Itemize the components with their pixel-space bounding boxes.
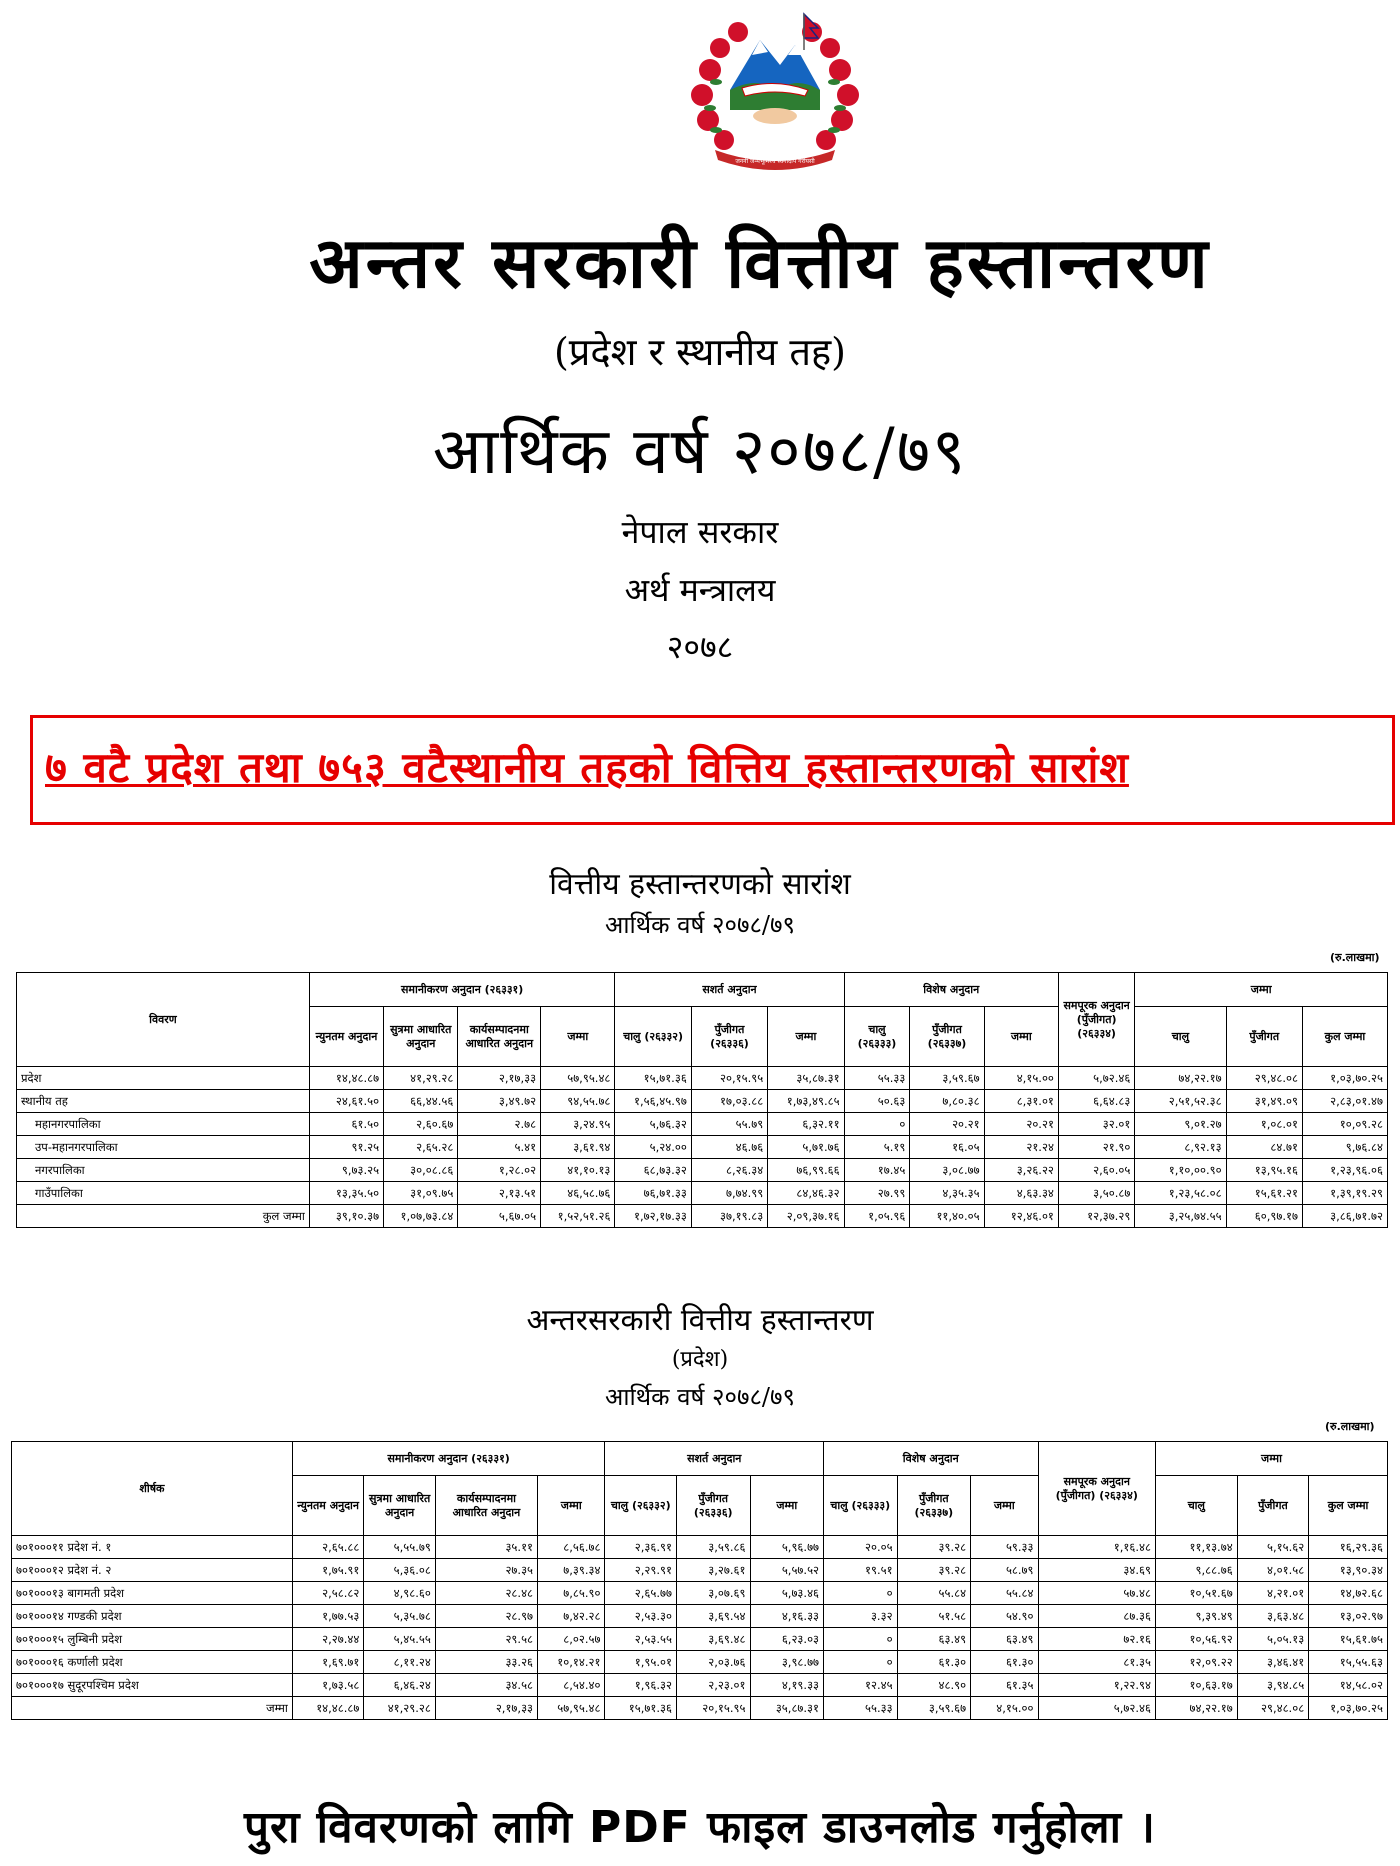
table-cell: ४,९८.६० [364,1582,436,1605]
total-cell: ५,७२.४६ [1038,1697,1155,1720]
total-cell: ३९,१०.३७ [309,1205,383,1228]
main-title: अन्तर सरकारी वित्तीय हस्तान्तरण [309,221,1211,304]
table-cell: ९,०१.२७ [1135,1113,1226,1136]
table-cell: २९.५८ [435,1628,537,1651]
table-cell: ३,९८.७७ [750,1651,824,1674]
table-cell: ३९.२८ [897,1536,971,1559]
table-cell: ६१.५० [309,1113,383,1136]
table-cell: ३.३२ [824,1605,898,1628]
table-cell: ५,७६.३२ [615,1113,691,1136]
table-cell: ९,८८.७६ [1155,1559,1237,1582]
table-cell: २१.२४ [984,1136,1058,1159]
table-cell: ४,६३.३४ [984,1182,1058,1205]
summary-banner [30,715,1395,825]
table-cell: ३,५९.६७ [910,1067,984,1090]
table-cell: ३०,०८.८६ [384,1159,458,1182]
col-description: विवरण [17,973,310,1067]
table-row [17,1182,1388,1205]
col-min-grant: न्युनतम अनुदान [309,1007,383,1067]
table-cell: ७४,२२.१७ [1135,1067,1226,1090]
table-cell: १०,५१.६७ [1155,1582,1237,1605]
row-label: गाउँपालिका [17,1182,310,1205]
col-min-grant: न्युनतम अनुदान [292,1476,364,1536]
table-cell: ५०.६३ [844,1090,910,1113]
table-cell: १३,३५.५० [309,1182,383,1205]
summary-unit-label: (रु.लाखमा) [1330,951,1380,964]
col-capital: पुँजीगत (२६३३७) [910,1007,984,1067]
table-cell: ८,५४.४० [538,1674,605,1697]
table-cell: १३,९०.३४ [1309,1559,1388,1582]
table-cell: ० [824,1651,898,1674]
table-cell: २,०३.७६ [676,1651,750,1674]
col-capital: पुँजीगत (२६३३६) [676,1476,750,1536]
table-cell: २,६०.०५ [1058,1159,1134,1182]
table-cell: ३,०७.६९ [676,1582,750,1605]
table-cell: १,६९.७१ [292,1651,364,1674]
table-cell: २८.९७ [435,1605,537,1628]
total-cell: १२,३७.२९ [1058,1205,1134,1228]
table-cell: २,३६.९१ [605,1536,677,1559]
table-cell: ७,८०.३८ [910,1090,984,1113]
row-label: ७०१०००१७ सुदूरपश्चिम प्रदेश [12,1674,293,1697]
total-cell: २०,१५.९५ [676,1697,750,1720]
col-current: चालु (२६३३३) [844,1007,910,1067]
total-label: कुल जम्मा [17,1205,310,1228]
table-cell: २०,१५.९५ [691,1067,767,1090]
table-cell: १२,०९.२२ [1155,1651,1237,1674]
table-cell: २,५८.८२ [292,1582,364,1605]
col-grand-total: कुल जम्मा [1302,1007,1387,1067]
table-cell: ८४.७१ [1226,1136,1302,1159]
table-cell: ५७,९५.४८ [541,1067,615,1090]
table-cell: ३४.६९ [1038,1559,1155,1582]
total-cell: २,०९,३७.१६ [768,1205,844,1228]
table-cell: ८७.३६ [1038,1605,1155,1628]
table-cell: ३३.२६ [435,1651,537,1674]
table-cell: १३,०२.९७ [1309,1605,1388,1628]
col-current: चालु [1155,1476,1237,1536]
table-cell: ५,४५.५५ [364,1628,436,1651]
table-cell: १,७३,४९.८५ [768,1090,844,1113]
table-cell: १७,०३.८८ [691,1090,767,1113]
table-cell: २,५१,५२.३८ [1135,1090,1226,1113]
table-row [12,1651,1388,1674]
row-label: ७०१०००१६ कर्णाली प्रदेश [12,1651,293,1674]
table-cell: ५,५५.७९ [364,1536,436,1559]
col-heading: शीर्षक [12,1442,293,1536]
table-cell: १५,७१.३६ [615,1067,691,1090]
table-cell: १,७३.५८ [292,1674,364,1697]
table-cell: ९,७६.८४ [1302,1136,1387,1159]
table-cell: ४६.७६ [691,1136,767,1159]
table-row [12,1582,1388,1605]
table-row [12,1559,1388,1582]
table-cell: १,७७.५३ [292,1605,364,1628]
col-total: जम्मा [1135,973,1388,1007]
table-cell: २८.४८ [435,1582,537,1605]
col-formula: सुत्रमा आधारित अनुदान [384,1007,458,1067]
table-cell: ८,०२.५७ [538,1628,605,1651]
table-cell: ० [824,1582,898,1605]
table-cell: १०,०९.२८ [1302,1113,1387,1136]
summary-title: वित्तीय हस्तान्तरणको सारांश [549,867,851,902]
nepal-coat-of-arms-icon [680,10,870,175]
table-cell: ० [844,1113,910,1136]
table-cell: ५.१९ [844,1136,910,1159]
table-cell: ३,५९.८६ [676,1536,750,1559]
table-row [17,1113,1388,1136]
table-cell: ५.४१ [458,1136,541,1159]
row-label: ७०१०००१३ बागमती प्रदेश [12,1582,293,1605]
table-cell: २,६५.७७ [605,1582,677,1605]
province-unit-label: (रु.लाखमा) [1325,1420,1375,1433]
table-cell: ९,३९.४९ [1155,1605,1237,1628]
table-cell: १,२२.९४ [1038,1674,1155,1697]
total-cell: ५७,९५.४८ [538,1697,605,1720]
table-cell: ३,२४.९५ [541,1113,615,1136]
table-cell: १६.०५ [910,1136,984,1159]
table-cell: ५,२४.०० [615,1136,691,1159]
table-cell: ३५.११ [435,1536,537,1559]
table-row [17,1090,1388,1113]
banner-text: ७ वटै प्रदेश तथा ७५३ वटैस्थानीय तहको वित्तिय हस्तान्तरणको सारांश [45,743,1129,792]
total-cell: ५,६७.०५ [458,1205,541,1228]
table-cell: १,१०,००.९० [1135,1159,1226,1182]
province-title: अन्तरसरकारी वित्तीय हस्तान्तरण [526,1303,874,1338]
table-cell: ६१.३० [897,1651,971,1674]
total-cell: ४,१५.०० [971,1697,1038,1720]
total-cell: ११,४०.०५ [910,1205,984,1228]
table-cell: २१.९० [1058,1136,1134,1159]
table-cell: ३,०८.७७ [910,1159,984,1182]
total-cell: १४,४८.८७ [292,1697,364,1720]
table-cell: १०,५६.९२ [1155,1628,1237,1651]
table-cell: ७,७४.९९ [691,1182,767,1205]
table-cell: ५,९६.७७ [750,1536,824,1559]
table-cell: ६१.३० [971,1651,1038,1674]
table-cell: ५५.७९ [691,1113,767,1136]
row-label: प्रदेश [17,1067,310,1090]
table-cell: १९.५१ [824,1559,898,1582]
table-cell: ६,६४.८३ [1058,1090,1134,1113]
col-equalization: समानीकरण अनुदान (२६३३१) [292,1442,605,1476]
table-cell: १५,५५.६३ [1309,1651,1388,1674]
table-cell: ६३.४९ [971,1628,1038,1651]
table-cell: ३९.२८ [897,1559,971,1582]
table-cell: २,२९.९१ [605,1559,677,1582]
table-cell: १,०८.०१ [1226,1113,1302,1136]
table-cell: ४६,५८.७६ [541,1182,615,1205]
table-row [12,1536,1388,1559]
table-cell: १२.४५ [824,1674,898,1697]
col-complementary: समपूरक अनुदान (पुँजीगत) (२६३३४) [1058,973,1134,1067]
table-cell: ६१.३५ [971,1674,1038,1697]
fiscal-year-title: आर्थिक वर्ष २०७८/७९ [432,415,968,489]
table-cell: ४१,२९.२८ [384,1067,458,1090]
col-sum: जम्मा [984,1007,1058,1067]
table-cell: १५,६१.७५ [1309,1628,1388,1651]
col-special: विशेष अनुदान [844,973,1058,1007]
total-cell: १२,४६.०१ [984,1205,1058,1228]
summary-fiscal-year: आर्थिक वर्ष २०७८/७९ [605,911,795,939]
table-cell: ९१.२५ [309,1136,383,1159]
total-cell: १,०५.९६ [844,1205,910,1228]
col-capital: पुँजीगत [1237,1476,1309,1536]
table-row [17,1067,1388,1090]
table-cell: ११,१३.७४ [1155,1536,1237,1559]
col-current: चालु [1135,1007,1226,1067]
total-cell: १,०७,७३.८४ [384,1205,458,1228]
col-current: चालु (२६३३३) [824,1476,898,1536]
total-cell: १,५२,५१.२६ [541,1205,615,1228]
table-cell: ७,४२.२८ [538,1605,605,1628]
table-cell: १०,६३.१७ [1155,1674,1237,1697]
col-sum: जम्मा [768,1007,844,1067]
table-cell: १०,१४.२१ [538,1651,605,1674]
table-cell: ३,६९.४८ [676,1628,750,1651]
col-sum: जम्मा [971,1476,1038,1536]
col-current: चालु (२६३३२) [605,1476,677,1536]
province-fiscal-year: आर्थिक वर्ष २०७८/७९ [605,1383,795,1411]
table-cell: ४,१५.०० [984,1067,1058,1090]
col-current: चालु (२६३३२) [615,1007,691,1067]
col-performance: कार्यसम्पादनमा आधारित अनुदान [458,1007,541,1067]
table-cell: ८,२६.३४ [691,1159,767,1182]
table-cell: १३,९५.१६ [1226,1159,1302,1182]
table-cell: ७६,९९.६६ [768,1159,844,1182]
col-sum: जम्मा [538,1476,605,1536]
col-special: विशेष अनुदान [824,1442,1038,1476]
total-cell: ३५,८७.३१ [750,1697,824,1720]
table-cell: ३२.०१ [1058,1113,1134,1136]
table-cell: २,१३.५१ [458,1182,541,1205]
table-cell: ५१.५८ [897,1605,971,1628]
table-cell: २,२७.४४ [292,1628,364,1651]
table-cell: ३,६३.४८ [1237,1605,1309,1628]
table-cell: १४,७२.६८ [1309,1582,1388,1605]
table-cell: ५८.७९ [971,1559,1038,1582]
table-cell: ४१,१०.१३ [541,1159,615,1182]
province-subtitle: (प्रदेश) [671,1347,729,1372]
table-cell: ५,०५.१३ [1237,1628,1309,1651]
table-cell: ४,३५.३५ [910,1182,984,1205]
table-cell: २,१७,३३ [458,1067,541,1090]
col-formula: सुत्रमा आधारित अनुदान [364,1476,436,1536]
table-cell: १४,५८.०२ [1309,1674,1388,1697]
col-conditional: सशर्त अनुदान [605,1442,824,1476]
col-capital: पुँजीगत (२६३३७) [897,1476,971,1536]
table-cell: ६८,७३.३२ [615,1159,691,1182]
total-cell: ३,८६,७१.७२ [1302,1205,1387,1228]
table-cell: ३,६९.५४ [676,1605,750,1628]
table-cell: ४,२१.०१ [1237,1582,1309,1605]
row-label: ७०१०००१५ लुम्बिनी प्रदेश [12,1628,293,1651]
table-cell: २९,४८.०८ [1226,1067,1302,1090]
table-cell: ६६,४४.५६ [384,1090,458,1113]
table-cell: ६,२३.०३ [750,1628,824,1651]
table-cell: १,९५.०१ [605,1651,677,1674]
table-row [17,1136,1388,1159]
table-cell: ५,३५.७८ [364,1605,436,1628]
table-cell: ५५.३३ [844,1067,910,1090]
table-cell: २०.२१ [910,1113,984,1136]
table-cell: ६३.४९ [897,1628,971,1651]
col-sum: जम्मा [541,1007,615,1067]
table-cell: ६,३२.११ [768,1113,844,1136]
table-cell: २.७८ [458,1113,541,1136]
table-cell: ७,३९.३४ [538,1559,605,1582]
table-cell: ३,४६.४१ [1237,1651,1309,1674]
table-cell: ७,८५.९० [538,1582,605,1605]
total-cell: ७४,२२.१७ [1155,1697,1237,1720]
col-complementary: समपूरक अनुदान (पुँजीगत) (२६३३४) [1038,1442,1155,1536]
col-capital: पुँजीगत (२६३३६) [691,1007,767,1067]
table-cell: २४,६१.५० [309,1090,383,1113]
total-cell: १,७२,१७.३३ [615,1205,691,1228]
table-cell: ८१.३५ [1038,1651,1155,1674]
table-cell: ५५.८४ [971,1582,1038,1605]
ministry-name: अर्थ मन्त्रालय [624,571,776,609]
total-row [12,1697,1388,1720]
table-cell: ३,२७.६१ [676,1559,750,1582]
total-cell: ३,२५,७४.५५ [1135,1205,1226,1228]
table-cell: ३,९४.८५ [1237,1674,1309,1697]
table-cell: ५,७३.४६ [750,1582,824,1605]
row-label: महानगरपालिका [17,1113,310,1136]
table-cell: ५,७१.७६ [768,1136,844,1159]
table-cell: ८,५६.७८ [538,1536,605,1559]
table-cell: ५,५७.५२ [750,1559,824,1582]
table-cell: ५,१५.६२ [1237,1536,1309,1559]
table-cell: २,५३.३० [605,1605,677,1628]
table-cell: १,०३,७०.२५ [1302,1067,1387,1090]
table-cell: ३,६१.९४ [541,1136,615,1159]
table-cell: १६,२९.३६ [1309,1536,1388,1559]
total-label: जम्मा [12,1697,293,1720]
table-cell: १,३९,१९.२९ [1302,1182,1387,1205]
table-cell: ८,३१.०१ [984,1090,1058,1113]
table-cell: २,६५.८८ [292,1536,364,1559]
table-cell: २७.३५ [435,1559,537,1582]
col-equalization: समानीकरण अनुदान (२६३३१) [309,973,615,1007]
svg-text:जननी जन्मभूमिश्च स्वर्गादपि गर: जननी जन्मभूमिश्च स्वर्गादपि गरीयसी [735,158,815,165]
table-cell: १,२३,५८.०८ [1135,1182,1226,1205]
table-cell: ८४,४६.३२ [768,1182,844,1205]
total-cell: २,१७,३३ [435,1697,537,1720]
total-cell: ३,५९.६७ [897,1697,971,1720]
download-note: पुरा विवरणको लागि PDF फाइल डाउनलोड गर्नुहोला । [243,1802,1156,1853]
table-cell: ४,१६.३३ [750,1605,824,1628]
table-cell: ३५,८७.३१ [768,1067,844,1090]
table-cell: ९४,५५.७८ [541,1090,615,1113]
table-cell: ८,११.२४ [364,1651,436,1674]
table-row [12,1605,1388,1628]
table-cell: ५४.९० [971,1605,1038,1628]
table-cell: १७.४५ [844,1159,910,1182]
total-cell: ३७,१९.८३ [691,1205,767,1228]
table-cell: ४,१९.३३ [750,1674,824,1697]
table-cell: १५,६१.२१ [1226,1182,1302,1205]
table-cell: ५७.४८ [1038,1582,1155,1605]
total-row [17,1205,1388,1228]
table-cell: २,२३.०१ [676,1674,750,1697]
table-cell: १,२३,९६.०६ [1302,1159,1387,1182]
col-capital: पुँजीगत [1226,1007,1302,1067]
table-row [12,1674,1388,1697]
row-label: ७०१०००१४ गण्डकी प्रदेश [12,1605,293,1628]
table-cell: ५,३६.०८ [364,1559,436,1582]
row-label: नगरपालिका [17,1159,310,1182]
province-table [11,1441,1388,1720]
table-cell: ३४.५८ [435,1674,537,1697]
summary-table [16,972,1388,1228]
table-cell: ० [824,1628,898,1651]
total-cell: ६०,९७.१७ [1226,1205,1302,1228]
table-cell: ७२.१६ [1038,1628,1155,1651]
subtitle: (प्रदेश र स्थानीय तह) [553,330,847,374]
col-sum: जम्मा [750,1476,824,1536]
table-cell: १,१६.४८ [1038,1536,1155,1559]
table-cell: २,६०.६७ [384,1113,458,1136]
table-cell: २,८३,०१.४७ [1302,1090,1387,1113]
table-cell: ७६,७१.३३ [615,1182,691,1205]
table-cell: २०.०५ [824,1536,898,1559]
table-cell: ५,७२.४६ [1058,1067,1134,1090]
row-label: ७०१०००१२ प्रदेश नं. २ [12,1559,293,1582]
total-cell: २९,४८.०८ [1237,1697,1309,1720]
table-cell: ३१,४९.०९ [1226,1090,1302,1113]
table-cell: १,५६,४५.९७ [615,1090,691,1113]
table-row [17,1159,1388,1182]
table-cell: ४८.९० [897,1674,971,1697]
total-cell: १,०३,७०.२५ [1309,1697,1388,1720]
table-cell: २०.२१ [984,1113,1058,1136]
table-cell: १,२८.०२ [458,1159,541,1182]
table-cell: ५५.८४ [897,1582,971,1605]
table-cell: १,७५.९१ [292,1559,364,1582]
table-cell: ४,०१.५८ [1237,1559,1309,1582]
col-total: जम्मा [1155,1442,1387,1476]
table-row [12,1628,1388,1651]
total-cell: ४१,२९.२८ [364,1697,436,1720]
total-cell: १५,७१.३६ [605,1697,677,1720]
table-cell: ३,४९.७२ [458,1090,541,1113]
table-cell: ८,९२.१३ [1135,1136,1226,1159]
row-label: स्थानीय तह [17,1090,310,1113]
table-cell: ३१,०९.७५ [384,1182,458,1205]
table-cell: ६,४६.२४ [364,1674,436,1697]
row-label: ७०१०००११ प्रदेश नं. १ [12,1536,293,1559]
table-cell: १४,४८.८७ [309,1067,383,1090]
table-cell: ५९.३३ [971,1536,1038,1559]
col-conditional: सशर्त अनुदान [615,973,844,1007]
table-cell: ३,५०.८७ [1058,1182,1134,1205]
table-cell: २७.९९ [844,1182,910,1205]
col-grand-total: कुल जम्मा [1309,1476,1388,1536]
col-performance: कार्यसम्पादनमा आधारित अनुदान [435,1476,537,1536]
government-name: नेपाल सरकार [621,513,779,551]
table-cell: १,९६.३२ [605,1674,677,1697]
table-cell: २,६५.२८ [384,1136,458,1159]
table-cell: ९,७३.२५ [309,1159,383,1182]
table-cell: २,५३.५५ [605,1628,677,1651]
total-cell: ५५.३३ [824,1697,898,1720]
year-label: २०७८ [666,628,734,666]
table-cell: ३,२६.२२ [984,1159,1058,1182]
row-label: उप-महानगरपालिका [17,1136,310,1159]
